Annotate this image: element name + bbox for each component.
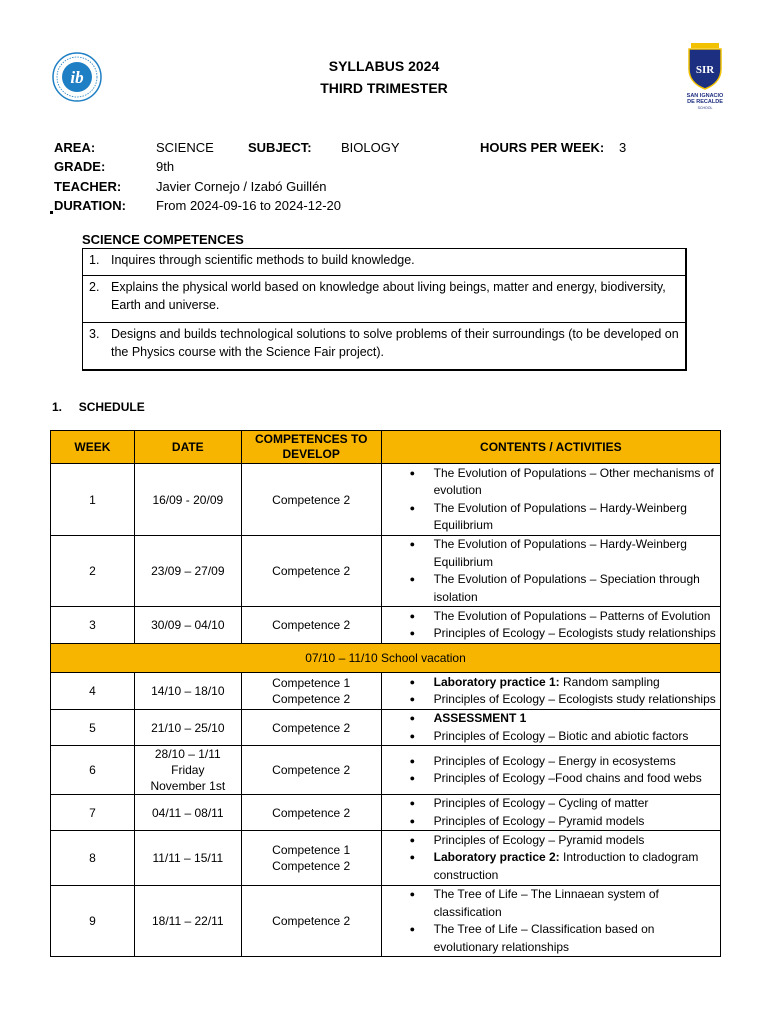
list-item	[388, 795, 716, 813]
date-cell: 21/10 – 25/10	[134, 710, 241, 746]
competence-tag: Competence 1	[272, 676, 351, 690]
date-cell: 11/11 – 15/11	[134, 831, 241, 886]
week-cell: 5	[51, 710, 135, 746]
contents-list	[388, 832, 716, 885]
list-item	[388, 813, 716, 831]
list-item	[388, 728, 716, 746]
content-text: Principles of Ecology – Pyramid models	[433, 832, 645, 847]
table-row	[51, 795, 721, 831]
page-subtitle: THIRD TRIMESTER	[320, 80, 448, 96]
competence-tag: Competence 2	[272, 564, 351, 578]
competences-cell	[241, 795, 381, 831]
col-contents: CONTENTS / ACTIVITIES	[381, 431, 720, 464]
content-text: Principles of Ecology –Food chains and food webs	[433, 771, 702, 785]
contents-list	[388, 753, 716, 788]
list-item	[388, 536, 716, 571]
list-item	[388, 770, 716, 788]
content-text: Introduction to cladogram construction	[433, 850, 702, 882]
school-name-1: SAN IGNACIO	[686, 93, 724, 99]
week-cell: 2	[51, 536, 135, 607]
grade-label: GRADE:	[54, 159, 106, 174]
schedule-heading	[52, 400, 145, 414]
date-cell: 04/11 – 08/11	[134, 795, 241, 831]
table-row	[51, 710, 721, 746]
list-item	[388, 674, 716, 692]
contents-list	[388, 710, 716, 745]
content-text: The Evolution of Populations – Patterns of Evolution	[433, 608, 711, 623]
competences-cell	[241, 746, 381, 795]
competence-tag: Competence 2	[272, 720, 351, 735]
teacher-label: TEACHER:	[54, 179, 122, 194]
date-cell: 23/09 – 27/09	[134, 536, 241, 607]
competence-text: Inquires through scientific methods to build knowledge.	[111, 253, 415, 267]
bold-label: Laboratory practice 2:	[433, 850, 560, 865]
list-item	[388, 849, 716, 884]
contents-cell	[381, 831, 720, 886]
contents-cell	[381, 795, 720, 831]
competence-number: 3.	[89, 327, 100, 341]
list-item	[388, 753, 716, 771]
content-text: The Evolution of Populations – Other mechanisms of evolution	[433, 465, 718, 497]
table-row	[51, 536, 721, 607]
hours-value: 3	[619, 140, 627, 155]
contents-list	[388, 536, 716, 606]
competence-text: Designs and builds technological solutions to solve problems of their surroundings (to be developed on the Physics course with the Science Fair project).	[111, 327, 679, 359]
table-row	[51, 831, 721, 886]
schedule-body	[51, 464, 721, 957]
vacation-row	[51, 644, 721, 673]
competences-cell	[241, 607, 381, 644]
ib-logo-text: ib	[70, 68, 84, 87]
contents-cell	[381, 710, 720, 746]
area-value: SCIENCE	[156, 140, 214, 155]
competences-box	[82, 248, 687, 371]
date-cell: 16/09 - 20/09	[134, 464, 241, 536]
content-text: The Evolution of Populations – Speciation through isolation	[433, 572, 704, 604]
school-logo	[672, 40, 738, 116]
duration-label: DURATION:	[54, 198, 126, 213]
table-row	[51, 746, 721, 795]
competence-number: 2.	[89, 280, 100, 294]
content-text: Random sampling	[559, 674, 660, 689]
contents-cell	[381, 536, 720, 607]
contents-list	[388, 795, 716, 830]
list-item	[388, 571, 716, 606]
content-text: Principles of Ecology – Energy in ecosystems	[433, 753, 676, 768]
date-cell: 18/11 – 22/11	[134, 886, 241, 957]
content-text: The Tree of Life – Classification based on evolutionary relationships	[433, 922, 658, 954]
competences-cell	[241, 464, 381, 536]
week-cell: 7	[51, 795, 135, 831]
content-text: Principles of Ecology – Biotic and abiotic factors	[433, 728, 689, 743]
bold-label: ASSESSMENT 1	[433, 711, 527, 725]
week-cell: 3	[51, 607, 135, 644]
content-text: Principles of Ecology – Ecologists study relationships	[433, 626, 716, 640]
school-name-2: DE RECALDE	[687, 99, 723, 105]
bold-label: Laboratory practice 1:	[433, 674, 560, 689]
content-text: Principles of Ecology – Ecologists study relationships	[433, 692, 716, 706]
content-text: Principles of Ecology – Pyramid models	[433, 813, 645, 828]
week-cell: 8	[51, 831, 135, 886]
schedule-table	[50, 430, 721, 957]
competences-cell	[241, 886, 381, 957]
contents-cell	[381, 673, 720, 710]
list-item	[388, 886, 716, 921]
list-item	[388, 608, 716, 626]
week-cell: 1	[51, 464, 135, 536]
competence-tag: Competence 2	[272, 763, 351, 777]
date-cell: 30/09 – 04/10	[134, 607, 241, 644]
competence-tag: Competence 2	[272, 618, 351, 632]
competence-item	[83, 276, 685, 323]
contents-list	[388, 674, 716, 709]
week-cell: 6	[51, 746, 135, 795]
hours-label: HOURS PER WEEK:	[480, 140, 605, 155]
competence-tag: Competence 2	[272, 692, 351, 706]
content-text: Principles of Ecology – Cycling of matter	[433, 796, 649, 810]
col-week: WEEK	[51, 431, 135, 464]
competences-cell	[241, 831, 381, 886]
competence-item	[83, 323, 685, 369]
list-item	[388, 832, 716, 850]
vacation-cell: 07/10 – 11/10 School vacation	[51, 644, 721, 673]
date-cell: 14/10 – 18/10	[134, 673, 241, 710]
competence-tag: Competence 1	[272, 843, 351, 857]
content-text: The Evolution of Populations – Hardy-Weinberg Equilibrium	[433, 537, 691, 569]
competences-cell	[241, 673, 381, 710]
competence-tag: Competence 2	[272, 492, 351, 507]
contents-list	[388, 608, 716, 643]
contents-cell	[381, 464, 720, 536]
competence-tag: Competence 2	[272, 914, 351, 928]
table-header-row	[51, 431, 721, 464]
content-text: The Evolution of Populations – Hardy-Weinberg Equilibrium	[433, 500, 691, 532]
school-name-3: SCHOOL	[697, 106, 713, 110]
contents-list	[388, 886, 716, 956]
contents-cell	[381, 886, 720, 957]
competence-text: Explains the physical world based on knowledge about living beings, matter and energy, biodiversity, Earth and universe.	[111, 280, 666, 312]
week-cell: 4	[51, 673, 135, 710]
competences-title: SCIENCE COMPETENCES	[82, 232, 244, 247]
schedule-heading-number: 1.	[52, 400, 63, 414]
school-monogram: SIR	[695, 64, 715, 76]
contents-cell	[381, 746, 720, 795]
list-item	[388, 921, 716, 956]
teacher-value: Javier Cornejo / Izabó Guillén	[156, 179, 327, 194]
grade-value: 9th	[156, 159, 175, 174]
list-item	[388, 500, 716, 535]
table-row	[51, 607, 721, 644]
competence-number: 1.	[89, 253, 100, 267]
table-row	[51, 673, 721, 710]
page-title: SYLLABUS 2024	[328, 58, 440, 74]
competence-tag: Competence 2	[272, 805, 351, 820]
contents-list	[388, 465, 716, 535]
list-item	[388, 625, 716, 643]
competence-tag: Competence 2	[272, 859, 351, 873]
schedule-heading-text: SCHEDULE	[78, 400, 145, 414]
list-item	[388, 465, 716, 500]
table-row	[51, 464, 721, 536]
competence-item	[83, 249, 685, 276]
competences-cell	[241, 536, 381, 607]
contents-cell	[381, 607, 720, 644]
col-date: DATE	[134, 431, 241, 464]
subject-value: BIOLOGY	[341, 140, 400, 155]
col-competences: COMPETENCES TO DEVELOP	[241, 431, 381, 464]
area-label: AREA:	[54, 140, 96, 155]
week-cell: 9	[51, 886, 135, 957]
bullet-mark	[50, 211, 53, 214]
table-row	[51, 886, 721, 957]
duration-value: From 2024-09-16 to 2024-12-20	[156, 198, 342, 213]
subject-label: SUBJECT:	[248, 140, 312, 155]
competences-cell	[241, 710, 381, 746]
list-item	[388, 710, 716, 728]
content-text: The Tree of Life – The Linnaean system of classification	[433, 887, 663, 919]
list-item	[388, 691, 716, 709]
date-cell: 28/10 – 1/11 Friday November 1st	[134, 746, 241, 795]
